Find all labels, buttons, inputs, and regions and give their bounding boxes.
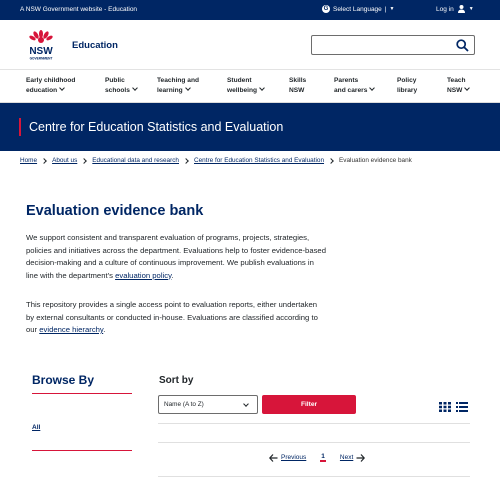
nav-item-parents-carers[interactable]	[334, 76, 374, 96]
nav-label: Parents	[334, 77, 359, 84]
chevron-right-icon	[328, 158, 334, 164]
site-header	[0, 20, 500, 70]
site-brand[interactable]: Education	[72, 40, 118, 51]
browse-divider	[32, 450, 132, 451]
repository-paragraph	[26, 299, 326, 337]
breadcrumb	[20, 157, 412, 164]
results-divider	[158, 476, 470, 477]
previous-page-link[interactable]: Previous	[281, 454, 307, 461]
breadcrumb-link[interactable]: Home	[20, 157, 38, 164]
chevron-down-icon	[259, 85, 265, 91]
results-divider	[158, 423, 470, 424]
nav-label: and carers	[334, 87, 368, 94]
nav-item-early-childhood[interactable]	[26, 76, 75, 96]
nav-label: NSW	[289, 87, 305, 94]
browse-all-link[interactable]: All	[32, 424, 41, 431]
google-icon: G	[323, 6, 329, 12]
search-input[interactable]	[311, 35, 475, 55]
svg-text:NSW: NSW	[29, 46, 53, 57]
nav-label: Skills	[289, 77, 307, 84]
filter-button[interactable]: Filter	[262, 395, 356, 414]
language-selector[interactable]	[322, 5, 394, 13]
chevron-down-icon	[370, 85, 376, 91]
section-banner	[0, 103, 500, 151]
banner-accent-bar	[19, 118, 21, 136]
chevron-down-icon	[132, 85, 138, 91]
current-page-number[interactable]: 1	[321, 453, 325, 460]
nav-label: education	[26, 87, 58, 94]
nav-label: library	[397, 87, 418, 94]
nav-label: schools	[105, 87, 130, 94]
chevron-down-icon: ▼	[468, 6, 474, 12]
chevron-right-icon	[81, 158, 87, 164]
language-label: Select Language	[333, 5, 382, 13]
sort-select[interactable]	[158, 395, 258, 414]
nav-item-student-wellbeing[interactable]	[227, 76, 264, 96]
breadcrumb-current: Evaluation evidence bank	[339, 157, 412, 164]
evaluation-policy-link[interactable]: evaluation policy	[115, 270, 172, 280]
sort-selected-value: Name (A to Z)	[164, 401, 204, 408]
chevron-down-icon	[185, 85, 191, 91]
gov-topbar	[0, 0, 500, 20]
nav-label: learning	[157, 87, 183, 94]
intro-text-end: .	[171, 270, 174, 280]
arrow-right-icon[interactable]	[356, 454, 365, 462]
svg-text:GOVERNMENT: GOVERNMENT	[29, 56, 53, 61]
chevron-right-icon	[183, 158, 189, 164]
arrow-left-icon[interactable]	[269, 454, 278, 462]
nav-item-teaching-learning[interactable]	[157, 76, 199, 96]
nav-label: Teaching and	[157, 77, 200, 84]
intro-paragraph	[26, 232, 326, 282]
nav-label: Student	[227, 77, 252, 84]
gov-site-label: A NSW Government website - Education	[20, 6, 138, 13]
pagination	[266, 453, 368, 462]
breadcrumb-link[interactable]: Centre for Education Statistics and Evaluation	[194, 157, 325, 164]
breadcrumb-link[interactable]: Educational data and research	[92, 157, 179, 164]
grid-view-icon[interactable]	[439, 402, 451, 412]
nsw-government-logo[interactable]	[26, 29, 56, 61]
nav-item-skills-nsw[interactable]	[289, 76, 306, 96]
intro-text: We support consistent and transparent evaluation of programs, projects, strategies, policies and initiatives across the department. Evaluations help to foster evidence-based decision-making and a culture of continuous improvement. We publish evaluations in line with the department's	[26, 233, 326, 280]
nav-item-policy-library[interactable]	[397, 76, 417, 96]
browse-divider	[32, 393, 132, 394]
repository-text-end: .	[103, 325, 106, 334]
chevron-right-icon	[41, 158, 47, 164]
nav-label: wellbeing	[227, 87, 258, 94]
list-view-icon[interactable]	[456, 402, 468, 412]
banner-title: Centre for Education Statistics and Evaluation	[29, 120, 284, 134]
breadcrumb-link[interactable]: About us	[52, 157, 78, 164]
language-separator: |	[384, 5, 387, 13]
nav-item-public-schools[interactable]	[105, 76, 137, 96]
user-icon	[458, 5, 465, 13]
chevron-down-icon	[243, 401, 249, 407]
nav-item-teach-nsw[interactable]	[447, 76, 469, 96]
repository-text: This repository provides a single access point to evaluation reports, either undertaken by external consultants or conducted in-house. Evaluations are classified according to our	[26, 300, 318, 334]
nav-label: NSW	[447, 87, 463, 94]
nav-label: Public	[105, 77, 125, 84]
page-title: Evaluation evidence bank	[26, 203, 204, 219]
evidence-hierarchy-link[interactable]: evidence hierarchy	[39, 325, 104, 334]
nav-label: Policy	[397, 77, 417, 84]
browse-by-heading: Browse By	[32, 373, 95, 387]
chevron-down-icon	[59, 85, 65, 91]
nav-label: Teach	[447, 77, 466, 84]
login-button[interactable]	[436, 5, 474, 13]
nav-label: Early childhood	[26, 77, 76, 84]
sort-by-label: Sort by	[159, 375, 194, 386]
results-divider	[158, 442, 470, 443]
next-page-link[interactable]: Next	[339, 454, 354, 461]
search-icon[interactable]	[456, 39, 469, 52]
chevron-down-icon: ▼	[389, 6, 395, 12]
main-navigation	[0, 70, 500, 103]
login-label: Log in	[436, 5, 454, 13]
chevron-down-icon	[465, 85, 471, 91]
